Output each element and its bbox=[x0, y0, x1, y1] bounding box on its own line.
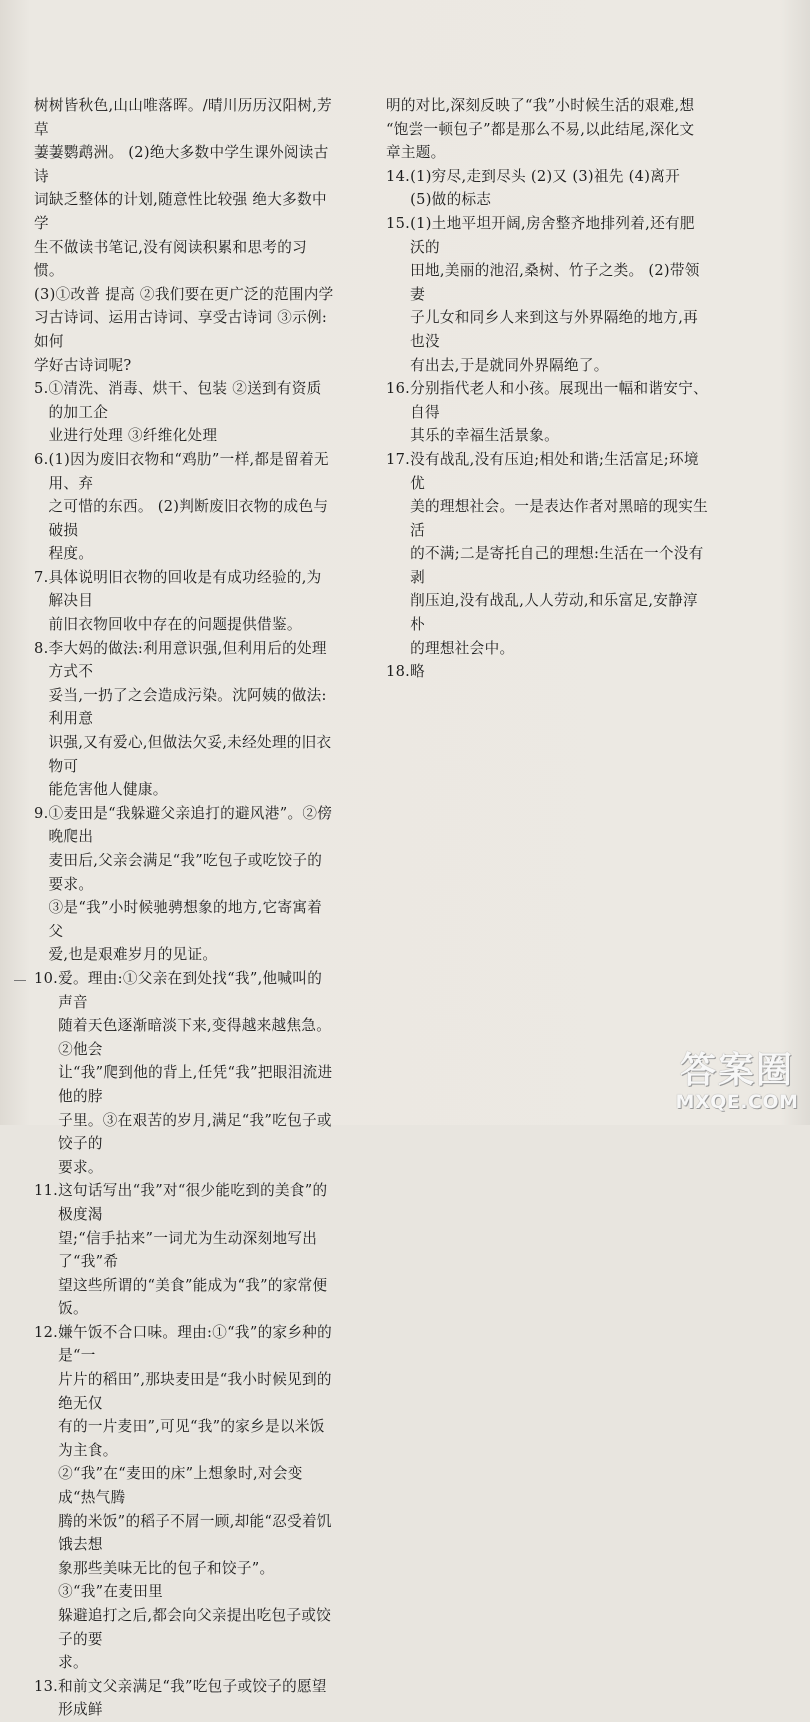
answer-line: 生不做读书笔记,没有阅读积累和思考的习惯。 bbox=[34, 238, 308, 280]
answer-line: 萋萋鹦鹉洲。 (2)绝大多数中学生课外阅读古诗 bbox=[34, 144, 329, 185]
answer-line: 明的对比,深刻反映了“我”小时候生活的艰难,想 bbox=[386, 97, 695, 114]
answer-text bbox=[410, 377, 708, 448]
answer-line: ①麦田是“我躲避父亲追打的避风港”。②傍晚爬出 bbox=[48, 804, 333, 846]
answer-item bbox=[386, 212, 708, 377]
answer-text bbox=[34, 94, 334, 377]
answer-number: 9. bbox=[34, 804, 49, 822]
answer-line: 章主题。 bbox=[386, 144, 446, 162]
answer-item bbox=[34, 637, 334, 802]
answer-line: 习古诗词、运用古诗词、享受古诗词 ③示例:如何 bbox=[34, 309, 328, 350]
answer-line: ③是“我”小时候驰骋想象的地方,它寄寓着父 bbox=[48, 899, 323, 940]
answer-number: 16. bbox=[386, 380, 411, 398]
answer-number: 11. bbox=[34, 1182, 59, 1200]
answer-item bbox=[34, 1675, 334, 1722]
answer-text bbox=[58, 1675, 334, 1722]
answer-number: 6. bbox=[34, 450, 49, 468]
answer-text bbox=[410, 660, 708, 684]
answer-text bbox=[49, 566, 334, 637]
answer-line: 要求。 bbox=[58, 1158, 103, 1176]
answer-number: 7. bbox=[34, 568, 49, 586]
answer-line: 求。 bbox=[58, 1654, 88, 1672]
watermark-url: MXQE.COM bbox=[675, 1091, 799, 1113]
answer-text bbox=[58, 1321, 334, 1675]
answer-line: 李大妈的做法:利用意识强,但利用后的处理方式不 bbox=[48, 639, 327, 681]
answer-line: 词缺乏整体的计划,随意性比较强 绝大多数中学 bbox=[34, 191, 327, 232]
answer-line: 妥当,一扔了之会造成污染。沈阿姨的做法:利用意 bbox=[48, 686, 327, 728]
answer-line: 让“我”爬到他的背上,任凭“我”把眼泪流进他的脖 bbox=[58, 1064, 333, 1105]
answer-item bbox=[34, 1321, 334, 1675]
answer-line: (5)做的标志 bbox=[410, 191, 492, 209]
answer-line: 爱。理由:①父亲在到处找“我”,他喊叫的声音 bbox=[58, 969, 323, 1011]
answer-text bbox=[410, 212, 708, 377]
answer-item bbox=[386, 448, 708, 660]
answer-line: 嫌午饭不合口味。理由:①“我”的家乡种的是“一 bbox=[58, 1323, 333, 1365]
answer-text bbox=[58, 1179, 334, 1321]
answer-line: 子儿女和同乡人来到这与外界隔绝的地方,再也没 bbox=[410, 309, 699, 350]
answer-line: 削压迫,没有战乱,人人劳动,和乐富足,安静淳朴 bbox=[410, 592, 698, 634]
answer-line: 有出去,于是就同外界隔绝了。 bbox=[410, 356, 609, 374]
answer-line: 躲避追打之后,都会向父亲提出吃包子或饺子的要 bbox=[58, 1607, 332, 1648]
answer-number: 14. bbox=[386, 167, 411, 185]
answer-line: ①清洗、消毒、烘干、包装 ②送到有资质的加工企 bbox=[48, 380, 322, 421]
answer-number: 13. bbox=[34, 1677, 59, 1695]
answer-line: 其乐的幸福生活景象。 bbox=[410, 427, 560, 445]
answer-line: (1)穷尽,走到尽头 (2)又 (3)祖先 (4)离开 bbox=[410, 167, 680, 185]
answer-item bbox=[386, 165, 708, 212]
answer-line: 业进行处理 ③纤维化处理 bbox=[48, 427, 218, 445]
answer-number: 8. bbox=[34, 639, 49, 657]
answer-item bbox=[386, 94, 708, 165]
answer-text bbox=[410, 165, 708, 212]
answer-item bbox=[34, 94, 334, 377]
answer-item bbox=[34, 967, 334, 1179]
answer-number: 15. bbox=[386, 214, 411, 232]
answer-line: 随着天色逐渐暗淡下来,变得越来越焦急。②他会 bbox=[58, 1017, 332, 1058]
answer-text bbox=[386, 94, 708, 165]
answer-line: 具体说明旧衣物的回收是有成功经验的,为解决目 bbox=[48, 568, 322, 610]
answer-line: 麦田后,父亲会满足“我”吃包子或吃饺子的要求。 bbox=[48, 852, 323, 893]
answer-item bbox=[386, 377, 708, 448]
answer-number: 12. bbox=[34, 1323, 59, 1341]
answer-line: 学好古诗词呢? bbox=[34, 356, 132, 374]
answer-text bbox=[410, 448, 708, 660]
answer-line: 片片的稻田”,那块麦田是“我小时候见到的绝无仅 bbox=[58, 1371, 332, 1412]
answer-item bbox=[34, 1179, 334, 1321]
answer-line: 子里。③在艰苦的岁月,满足“我”吃包子或饺子的 bbox=[58, 1111, 332, 1153]
margin-mark bbox=[14, 980, 26, 981]
answer-item bbox=[34, 377, 334, 448]
answer-line: 田地,美丽的池沼,桑树、竹子之类。 (2)带领妻 bbox=[410, 262, 700, 303]
answer-line: 前旧衣物回收中存在的问题提供借鉴。 bbox=[48, 616, 302, 634]
answer-line: 的不满;二是寄托自己的理想:生活在一个没有剥 bbox=[410, 545, 704, 586]
answer-line: 象那些美味无比的包子和饺子”。③“我”在麦田里 bbox=[58, 1559, 275, 1601]
answer-line: 腾的米饭”的稻子不屑一顾,却能“忍受着饥饿去想 bbox=[58, 1512, 332, 1554]
answer-line: 树树皆秋色,山山唯落晖。/晴川历历汉阳树,芳草 bbox=[34, 97, 333, 138]
answer-number: 18. bbox=[386, 663, 411, 681]
answer-item bbox=[34, 448, 334, 566]
answer-line: 美的理想社会。一是表达作者对黑暗的现实生活 bbox=[410, 498, 708, 539]
answer-text bbox=[49, 377, 334, 448]
answer-text bbox=[49, 802, 334, 967]
answer-item bbox=[34, 566, 334, 637]
answer-text bbox=[58, 967, 334, 1179]
left-answer-column bbox=[34, 94, 334, 1722]
answer-line: 程度。 bbox=[48, 545, 94, 563]
site-watermark bbox=[672, 1051, 802, 1119]
answer-number: 10. bbox=[34, 969, 59, 987]
answer-line: (3)①改普 提高 ②我们要在更广泛的范围内学 bbox=[34, 285, 334, 303]
answer-line: 有的一片麦田”,可见“我”的家乡是以米饭为主食。 bbox=[58, 1418, 325, 1459]
answer-line: 望这些所谓的“美食”能成为“我”的家常便饭。 bbox=[58, 1276, 328, 1318]
answer-text bbox=[49, 637, 334, 802]
answer-line: (1)土地平坦开阔,房舍整齐地排列着,还有肥沃的 bbox=[410, 214, 695, 256]
answer-line: 没有战乱,没有压迫;相处和谐;生活富足;环境优 bbox=[410, 450, 699, 492]
answer-line: 分别指代老人和小孩。展现出一幅和谐安宁、自得 bbox=[410, 380, 708, 421]
answer-line: 能危害他人健康。 bbox=[48, 781, 168, 799]
answer-item bbox=[386, 660, 708, 684]
right-answer-column bbox=[386, 94, 708, 684]
answer-number: 17. bbox=[386, 450, 411, 468]
answer-line: 和前文父亲满足“我”吃包子或饺子的愿望形成鲜 bbox=[58, 1677, 327, 1719]
answer-line: 爱,也是艰难岁月的见证。 bbox=[48, 946, 218, 964]
answer-line: 识强,又有爱心,但做法欠妥,未经处理的旧衣物可 bbox=[48, 734, 332, 775]
answer-line: 的理想社会中。 bbox=[410, 639, 515, 657]
answer-text bbox=[49, 448, 334, 566]
answer-line: 之可惜的东西。 (2)判断废旧衣物的成色与破损 bbox=[48, 498, 329, 539]
answer-number: 5. bbox=[34, 380, 49, 398]
answer-line: 略 bbox=[410, 663, 426, 681]
answer-line: 这句话写出“我”对“很少能吃到的美食”的极度渴 bbox=[58, 1182, 328, 1223]
answer-line: (1)因为废旧衣物和“鸡肋”一样,都是留着无用、弃 bbox=[48, 450, 329, 492]
answer-line: 望;“信手拈来”一词尤为生动深刻地写出了“我”希 bbox=[58, 1229, 318, 1271]
answer-item bbox=[34, 802, 334, 967]
answer-line: “饱尝一顿包子”都是那么不易,以此结尾,深化文 bbox=[386, 120, 695, 138]
watermark-logo-text: 答案圈 bbox=[679, 1050, 794, 1091]
answer-line: ②“我”在“麦田的床”上想象时,对会变成“热气腾 bbox=[58, 1465, 303, 1507]
